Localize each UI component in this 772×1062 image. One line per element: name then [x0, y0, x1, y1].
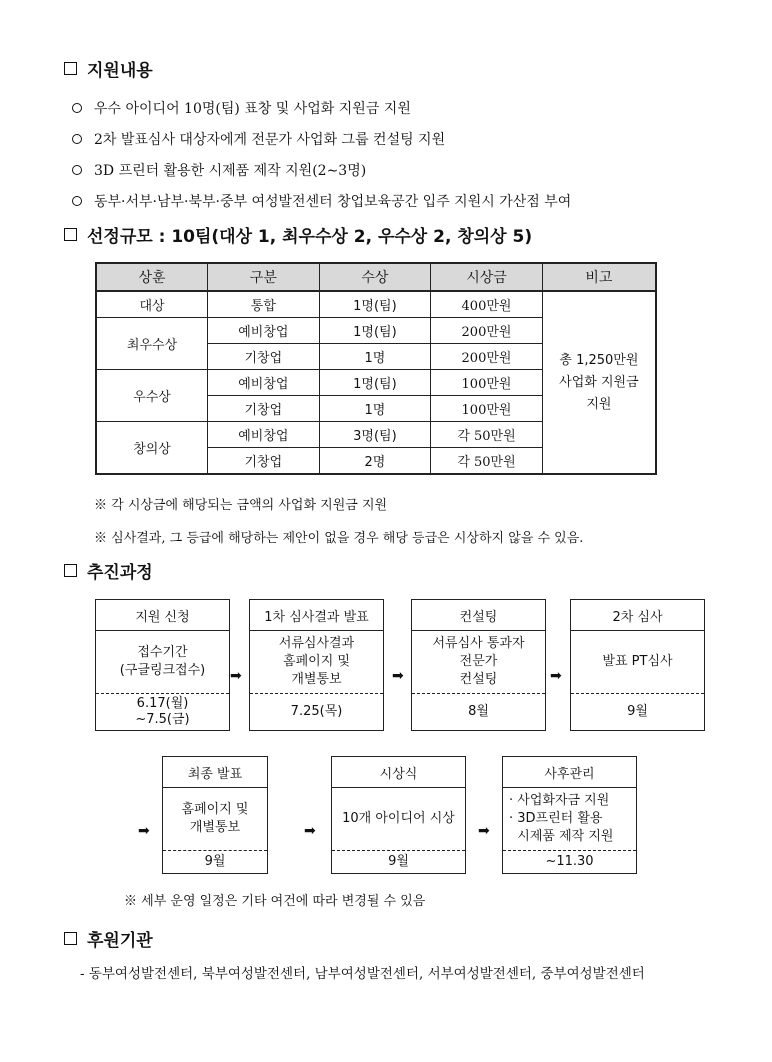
square-bullet-icon [64, 932, 77, 945]
count-cell: 1명 [319, 344, 431, 370]
flow-line: 8월 [468, 704, 489, 719]
section-title: 선정규모 : 10팀(대상 1, 최우수상 2, 우수상 2, 창의상 5) [87, 227, 533, 247]
award-cell: 우수상 [96, 370, 208, 422]
type-cell: 통합 [208, 291, 320, 318]
flow-step-body [250, 631, 383, 694]
section-heading-process [64, 558, 153, 583]
list-item [72, 185, 762, 216]
circle-bullet-icon [72, 196, 82, 206]
count-cell: 1명(팀) [319, 370, 431, 396]
flow-line: ~7.5(금) [135, 712, 190, 727]
flow-step-final-announcement [162, 756, 268, 874]
flow-line: 발표 PT심사 [602, 654, 673, 669]
section-heading-sponsor [64, 926, 153, 951]
flow-step-header: 1차 심사결과 발표 [250, 600, 383, 631]
flow-line: · 3D프린터 활용 [509, 811, 603, 826]
list-item-text: 3D 프린터 활용한 시제품 제작 지원(2∼3명) [94, 162, 367, 179]
note-schedule: ※ 세부 운영 일정은 기타 여건에 따라 변경될 수 있음 [124, 894, 426, 909]
flow-step-date [96, 694, 229, 730]
square-bullet-icon [64, 564, 77, 577]
count-cell: 1명(팀) [319, 291, 431, 318]
section-title: 추진과정 [87, 563, 153, 583]
note-judging: ※ 심사결과, 그 등급에 해당하는 제안이 없을 경우 해당 등급은 시상하지 않을 수 있음. [94, 531, 584, 546]
list-item [72, 92, 762, 123]
type-cell: 기창업 [208, 396, 320, 422]
flow-step-date [250, 694, 383, 730]
flow-step-body [412, 631, 545, 694]
count-cell: 1명(팀) [319, 318, 431, 344]
header-prize: 시상금 [431, 263, 543, 291]
prize-cell: 100만원 [431, 396, 543, 422]
flow-line: (구글링크접수) [119, 663, 206, 678]
arrow-right-icon: ➡ [392, 668, 404, 684]
flow-step-date [332, 851, 465, 873]
type-cell: 예비창업 [208, 422, 320, 448]
flow-step-date [163, 851, 267, 873]
prize-cell: 200만원 [431, 318, 543, 344]
header-count: 수상 [319, 263, 431, 291]
section-heading-selection [64, 222, 532, 247]
section-heading-support [64, 56, 153, 81]
header-remark: 비고 [542, 263, 656, 291]
flow-step-body [571, 631, 704, 694]
type-cell: 예비창업 [208, 370, 320, 396]
flow-step-body [163, 788, 267, 851]
table-row [96, 291, 656, 318]
prize-cell: 각 50만원 [431, 448, 543, 475]
flow-step-first-result [249, 599, 384, 731]
count-cell: 1명 [319, 396, 431, 422]
arrow-right-icon: ➡ [230, 668, 242, 684]
arrow-right-icon: ➡ [550, 668, 562, 684]
flow-line: ~11.30 [545, 854, 594, 869]
prize-cell: 각 50만원 [431, 422, 543, 448]
flow-step-header: 시상식 [332, 757, 465, 788]
prize-cell: 100만원 [431, 370, 543, 396]
flow-step-header: 지원 신청 [96, 600, 229, 631]
arrow-right-icon: ➡ [138, 823, 150, 839]
square-bullet-icon [64, 228, 77, 241]
flow-line: 전문가 [459, 654, 498, 669]
flow-step-consulting [411, 599, 546, 731]
flow-line: 9월 [627, 704, 648, 719]
remark-line: 사업화 지원금 [559, 374, 639, 390]
flow-step-ceremony [331, 756, 466, 874]
flow-step-date [571, 694, 704, 730]
flow-step-followup [502, 756, 637, 874]
flow-step-header: 컨설팅 [412, 600, 545, 631]
circle-bullet-icon [72, 103, 82, 113]
flow-step-body [503, 788, 636, 851]
flow-line: 9월 [388, 854, 409, 869]
table-header-row [96, 263, 656, 291]
count-cell: 3명(팀) [319, 422, 431, 448]
header-award: 상훈 [96, 263, 208, 291]
circle-bullet-icon [72, 134, 82, 144]
list-item-text: 우수 아이디어 10명(팀) 표창 및 사업화 지원금 지원 [94, 100, 411, 117]
prize-cell: 400만원 [431, 291, 543, 318]
flow-step-header: 사후관리 [503, 757, 636, 788]
flow-line: 7.25(목) [290, 704, 343, 719]
flow-line: 10개 아이디어 시상 [342, 811, 455, 826]
flow-line: 개별통보 [291, 672, 342, 687]
arrow-right-icon: ➡ [304, 823, 316, 839]
flow-line: 접수기간 [137, 645, 188, 660]
flow-step-apply [95, 599, 230, 731]
flow-step-header: 최종 발표 [163, 757, 267, 788]
sponsor-list: - 동부여성발전센터, 북부여성발전센터, 남부여성발전센터, 서부여성발전센터, 중부여성발전센터 [80, 966, 645, 982]
prize-cell: 200만원 [431, 344, 543, 370]
list-item [72, 123, 762, 154]
flow-step-date [412, 694, 545, 730]
flow-step-body [96, 631, 229, 694]
flow-step-body [332, 788, 465, 851]
section-title: 후원기관 [87, 931, 153, 951]
type-cell: 예비창업 [208, 318, 320, 344]
remark-line: 지원 [586, 396, 612, 412]
circle-bullet-icon [72, 165, 82, 175]
award-table [95, 262, 657, 475]
count-cell: 2명 [319, 448, 431, 475]
flow-line: 6.17(월) [136, 696, 189, 711]
list-item [72, 154, 762, 185]
flow-line: 개별통보 [189, 820, 241, 835]
flow-line: 홈페이지 및 [283, 654, 350, 669]
header-type: 구분 [208, 263, 320, 291]
flow-line: · 사업화자금 지원 [509, 793, 610, 808]
list-item-text: 동부·서부·남부·북부·중부 여성발전센터 창업보육공간 입주 지원시 가산점 부여 [94, 193, 572, 210]
remark-line: 총 1,250만원 [559, 352, 639, 368]
remark-cell [542, 291, 656, 474]
flow-line: 홈페이지 및 [181, 802, 249, 817]
flow-line: 컨설팅 [459, 672, 498, 687]
arrow-right-icon: ➡ [478, 823, 490, 839]
award-cell: 대상 [96, 291, 208, 318]
support-list [72, 92, 762, 216]
flow-line: 서류심사결과 [278, 636, 355, 651]
flow-step-second-review [570, 599, 705, 731]
award-cell: 최우수상 [96, 318, 208, 370]
flow-step-header: 2차 심사 [571, 600, 704, 631]
type-cell: 기창업 [208, 344, 320, 370]
list-item-text: 2차 발표심사 대상자에게 전문가 사업화 그룹 컨설팅 지원 [94, 131, 446, 148]
flow-step-date [503, 851, 636, 873]
flow-line: 시제품 제작 지원 [509, 829, 614, 844]
flow-line: 서류심사 통과자 [432, 636, 525, 651]
section-title: 지원내용 [87, 61, 153, 81]
flow-line: 9월 [204, 854, 226, 869]
award-cell: 창의상 [96, 422, 208, 475]
type-cell: 기창업 [208, 448, 320, 475]
square-bullet-icon [64, 62, 77, 75]
note-prize: ※ 각 시상금에 해당되는 금액의 사업화 지원금 지원 [94, 498, 388, 513]
